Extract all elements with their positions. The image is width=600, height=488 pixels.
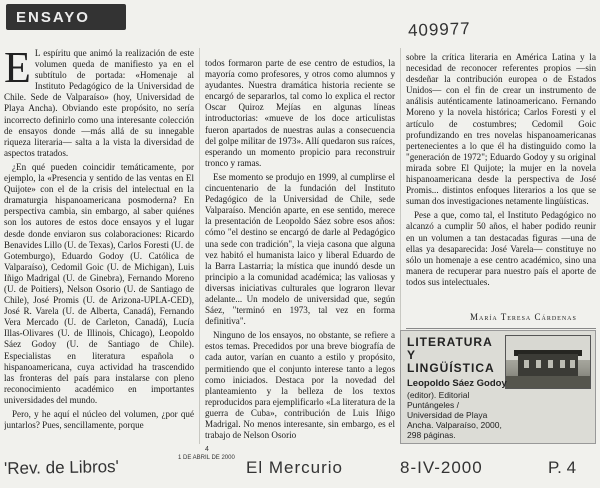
footer-date: 1 DE ABRIL DE 2000 [178,455,235,461]
paragraph: Ninguno de los ensayos, no obstante, se refiere a estos temas. Precedidos por una breve biografía de cada autor, varían en cuanto a estilo y propósito, permitiendo que el conjunto interese tanto a legos como iniciados. Destaca por la novedad del planteamiento y la belleza de los textos reproducidos para ejemplificarlo «La literatura de la guerra de Cuba», contribución de Luis Iñigo Madrigal. No menos interesante, sin embargo, es el trabajo de Nelson Osorio [205,330,395,441]
section-header [6,4,126,30]
section-title: ENSAYO [16,8,90,26]
book-detail-line: Universidad de Playa [407,410,488,420]
book-detail-line: Ancha. Valparaíso, 2000, [407,420,502,430]
paragraph: sobre la crítica literaria en América Latina y la necesidad de reconocer referentes propios —sin desdeñar la contribución europea o de Estados Unidos— con el fin de crear un instrumento de análisis auténticamente latinoamericano. Fernando Moreno y la novela histórica; Carlos Foresti y el artículo de costumbres; Cedomil Goic profundizando en tres novelas hispanoamericanas pertenecientes a lo que él ha distinguido como la "generación de 1972"; Eduardo Godoy y su original mirada sobre El Quijote; la mujer en la novela hispanoamericana desde la perspectiva de José Promis... distintos enfoques literarios a los que se suman dos investigaciones netamente lingüísticas. [406,52,596,207]
paragraph: Pese a que, como tal, el Instituto Pedagógico no alcanzó a cumplir 50 años, el haber podido reunir en un volumen a tan destacadas figuras —una de ellas ya desaparecida: José Varela— constituye no sólo un homenaje a ese centro académico, sino una manera de recuperar para nuestro país el aporte de todos sus intelectuales. [406,210,596,287]
paragraph [4,48,194,159]
article-column-2 [205,58,395,456]
handwritten-date: 8-IV-2000 [400,458,483,477]
book-detail-line: 298 páginas. [407,430,456,440]
handwritten-source: 'Rev. de Libros' [3,456,119,479]
book-detail-line: Puntángeles / [407,400,459,410]
divider [406,328,596,329]
article-column-1 [4,48,194,446]
book-title: LITERATURA Y LINGÜÍSTICA [407,335,495,375]
paragraph: Ese momento se produjo en 1999, al cumplirse el cincuentenario de la fundación del Instituto Pedagógico de la Universidad de Chile, sede Valparaíso. Mención aparte, en ese sentido, merece la presentación de Leopoldo Sáez sobre esos años: cómo "el destino se encargó de darle al Pedagógico una sede con tradición", la vieja casona que alguna vez habitó el humanista laico y liberal Eduardo de la Barra Lastarria; la mística que inundó desde un principio a la comunidad académica; las valiosas y diversas iniciativas culturales que lograron llevar adelante... Un modelo de universidad que, según Sáez, "terminó en 1973, tal vez en forma definitiva". [205,171,395,327]
handwritten-newspaper: El Mercurio [246,458,343,477]
drop-cap: E [4,48,31,92]
article-column-3 [406,52,596,314]
book-info-box [400,330,596,444]
paragraph-text: L espíritu que animó la realización de este volumen queda de manifiesto ya en el subtítulo de portada: «Homenaje al Instituto Pedagógico de la Universidad de Chile. Sede de Valparaíso» (hoy, Universidad de Playa Ancha). Obviando este propósito, no sería incorrecto definirlo como una interesante colección de ensayos donde —más allá de su innegable riqueza literaria— salta a la vista la diversidad de aspectos tratados. [4,48,194,158]
book-details [407,379,507,440]
paragraph: Pero, y he aquí el núcleo del volumen, ¿por qué juntarlos? Pues, sencillamente, porque [4,409,194,431]
author-byline: María Teresa Cárdenas [470,312,577,322]
book-cover-photo [505,335,591,389]
catalog-number: 409977 [407,18,472,41]
paragraph: ¿En qué pueden coincidir temáticamente, por ejemplo, la «Presencia y sentido de las ventas en El Quijote» con el de la crisis del intelectual en la dramaturgia hispanoamericana posmoderna? En perspectiva cambia, sin embargo, al saber quiénes son los autores de estos doce ensayos y el lugar desde donde enviaron sus colaboraciones: Ricardo Benavides Lillo (U. de Texas), Carlos Foresti (U. de Gotemburgo), Eduardo Godoy (U. Católica de Valparaíso), Cedomil Goic (U. de Michigan), Luis Iñigo Madrigal (U. de Ginebra), Fernando Moreno (U. de Poitiers), Nelson Osorio (U. de Santiago de Chile), José Promis (U. de Arizona-UPLA-CED), José R. Varela (U. de Alberta, Canadá), Fernando Vera Mercado (U. de Carleton, Canadá), Lucía Illas-Olivares (U. de Illinois, Chicago), Leopoldo Sáez Godoy (U. de Santiago de Chile). Especialistas en literatura española o hispanoamericana, cuya actividad ha trascendido las fronteras del país para instalarse con pleno reconocimiento académico en importantes universidades del mundo. [4,161,194,405]
page-number: 4 [205,446,209,453]
book-author: Leopoldo Sáez Godoy [407,378,507,389]
column-divider [199,48,200,444]
paragraph: todos formaron parte de ese centro de estudios, la mayoría como profesores, y otros como alumnos y ayudantes. Nuestra dramática historia reciente se encargó de separarlos, tal como lo explica el rector Oscar Quiroz Mejías en algunas líneas introductorias: «mueve de los doce articulistas fueron apartados de nuestras aulas a consecuencia del golpe militar de 1973». Allí quedaron sus raíces, esperando un momento propicio para reconstruir tronco y ramas. [205,58,395,168]
handwritten-page: P. 4 [548,458,577,477]
book-detail-line: (editor). Editorial [407,390,470,400]
